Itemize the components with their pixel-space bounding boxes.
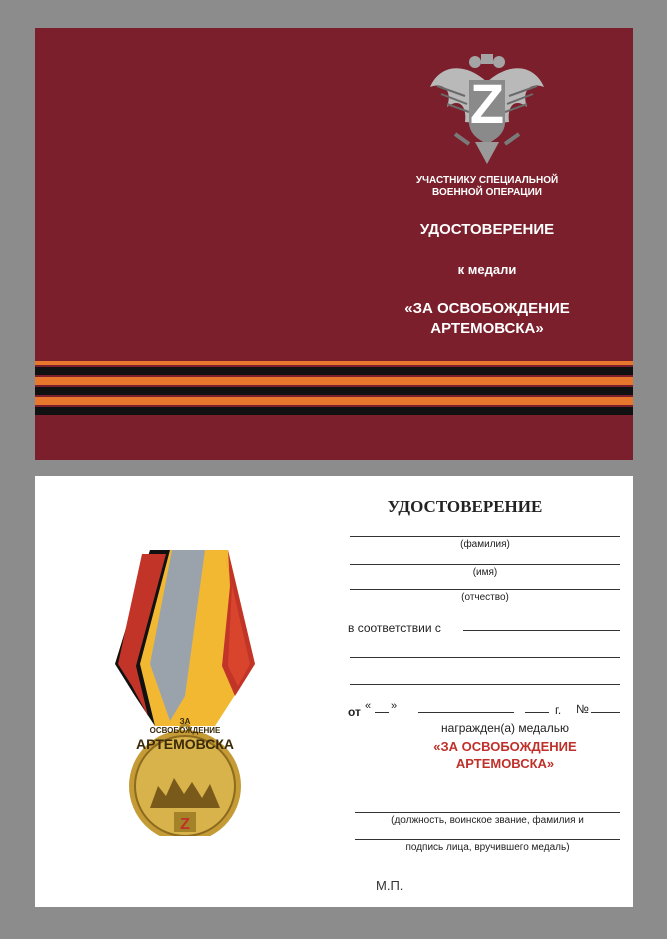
in-accordance-label: в соответствии с	[348, 621, 441, 635]
medal-text-main: АРТЕМОВСКА	[135, 736, 235, 752]
number-line[interactable]	[591, 712, 620, 713]
position-caption: (должность, воинское звание, фамилия и	[391, 815, 584, 826]
st-george-ribbon-stripes	[35, 361, 633, 419]
inner-medal-line-2: АРТЕМОВСКА»	[455, 756, 555, 771]
emblem-letter: Z	[469, 72, 505, 135]
awarded-label: награжден(а) медалью	[441, 721, 569, 735]
stripe-black	[35, 367, 633, 375]
day-line[interactable]	[375, 712, 389, 713]
month-line[interactable]	[418, 712, 514, 713]
certificate-inner-page	[35, 476, 633, 907]
stamp-place: М.П.	[376, 878, 404, 893]
medal-z-letter: Z	[180, 816, 190, 833]
number-label: №	[576, 702, 589, 716]
inner-medal-line-1: «ЗА ОСВОБОЖДЕНИЕ	[433, 739, 577, 754]
medal-text-mid: ОСВОБОЖДЕНИЕ	[149, 726, 221, 735]
name-caption: (имя)	[472, 567, 498, 578]
cover-medal-line-1: «ЗА ОСВОБОЖДЕНИЕ	[404, 300, 570, 317]
patronymic-line[interactable]	[350, 589, 620, 590]
stripe-orange	[35, 361, 633, 365]
stripe-black	[35, 407, 633, 415]
certificate-cover	[35, 28, 633, 460]
surname-line[interactable]	[350, 536, 620, 537]
cover-subtitle-2: ВОЕННОЙ ОПЕРАЦИИ	[432, 187, 542, 198]
year-label: г.	[555, 703, 562, 717]
blank-line-1[interactable]	[350, 657, 620, 658]
in-accordance-line[interactable]	[463, 630, 620, 631]
stripe-orange	[35, 377, 633, 385]
quote-close: »	[391, 700, 398, 712]
stripe-orange	[35, 397, 633, 405]
cover-medal-line-2: АРТЕМОВСКА»	[430, 320, 544, 337]
cover-to-medal: к медали	[457, 262, 517, 277]
medal-illustration	[110, 546, 260, 836]
signature-line[interactable]	[355, 839, 620, 840]
cover-subtitle-1: УЧАСТНИКУ СПЕЦИАЛЬНОЙ	[415, 175, 559, 186]
blank-line-2[interactable]	[350, 684, 620, 685]
name-line[interactable]	[350, 564, 620, 565]
stripe-black	[35, 387, 633, 395]
inner-title: УДОСТОВЕРЕНИЕ	[387, 497, 543, 516]
medal-text-top: ЗА	[179, 717, 191, 726]
from-label: от	[348, 705, 361, 719]
official-line[interactable]	[355, 812, 620, 813]
quote-open: «	[365, 700, 372, 712]
signature-caption: подпись лица, вручившего медаль)	[405, 842, 570, 853]
patronymic-caption: (отчество)	[461, 592, 509, 603]
year-line[interactable]	[525, 712, 549, 713]
surname-caption: (фамилия)	[460, 539, 510, 550]
cover-title: УДОСТОВЕРЕНИЕ	[419, 221, 555, 238]
